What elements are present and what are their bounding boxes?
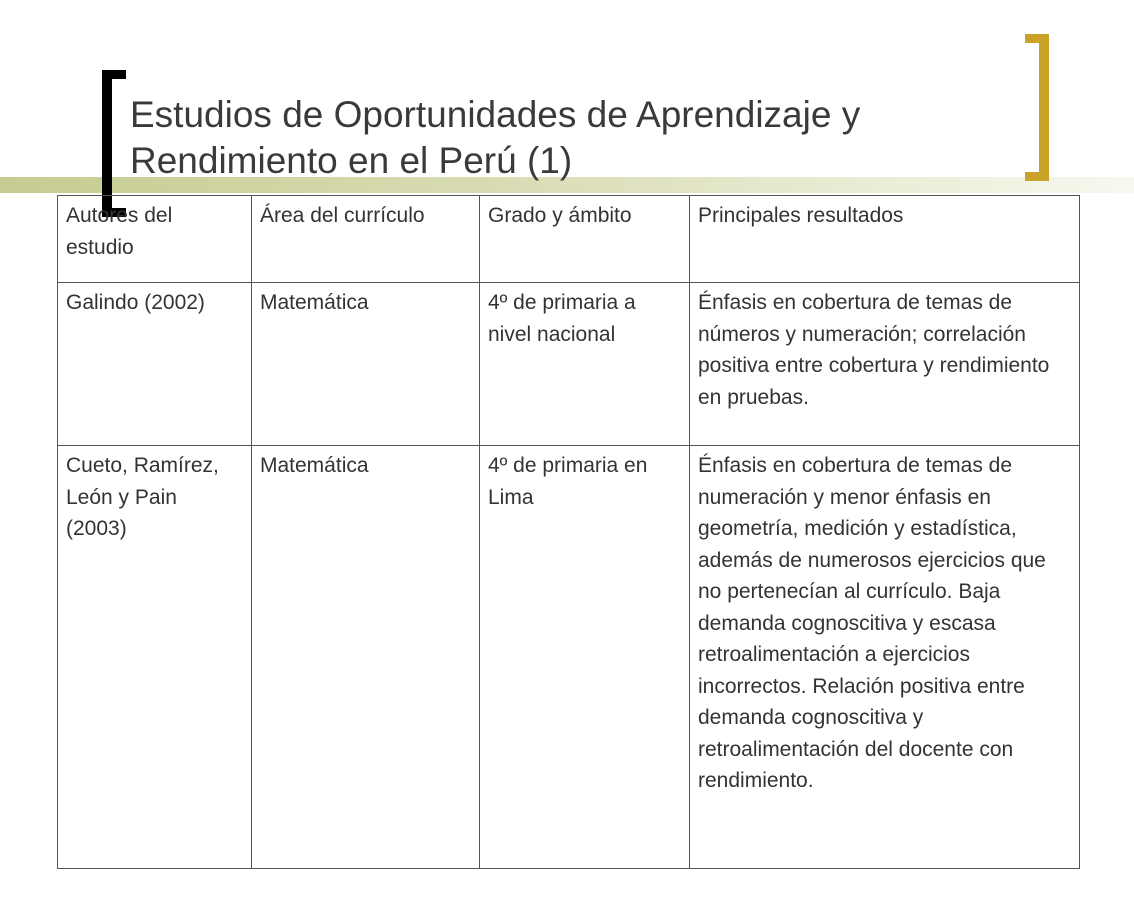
- right-bracket-decoration: [1039, 34, 1049, 181]
- table-row: [58, 446, 1080, 869]
- studies-table: [57, 195, 1080, 869]
- right-bracket-top-decoration: [1025, 34, 1049, 43]
- slide-title: Estudios de Oportunidades de Aprendizaje y Rendimiento en el Perú (1): [130, 94, 861, 181]
- table-row: [58, 283, 1080, 446]
- cell-authors: Galindo (2002): [58, 283, 252, 446]
- studies-table-container: [57, 195, 1080, 869]
- cell-results: Énfasis en cobertura de temas de números y numeración; correlación positiva entre cobertura y rendimiento en pruebas.: [690, 283, 1080, 446]
- cell-authors: Cueto, Ramírez, León y Pain (2003): [58, 446, 252, 869]
- header-authors: Autores del estudio: [58, 196, 252, 283]
- table-header-row: [58, 196, 1080, 283]
- header-grade-scope: Grado y ámbito: [480, 196, 690, 283]
- cell-area: Matemática: [252, 283, 480, 446]
- cell-area: Matemática: [252, 446, 480, 869]
- cell-results: Énfasis en cobertura de temas de numeración y menor énfasis en geometría, medición y estadística, además de numerosos ejercicios que no pertenecían al currículo. Baja demanda cognoscitiva y escasa retroalimentación a ejercicios incorrectos. Relación positiva entre demanda cognoscitiva y retroalimentación del docente con rendimiento.: [690, 446, 1080, 869]
- cell-grade: 4º de primaria a nivel nacional: [480, 283, 690, 446]
- header-curriculum-area: Área del currículo: [252, 196, 480, 283]
- left-bracket-top-decoration: [102, 70, 126, 79]
- cell-grade: 4º de primaria en Lima: [480, 446, 690, 869]
- header-main-results: Principales resultados: [690, 196, 1080, 283]
